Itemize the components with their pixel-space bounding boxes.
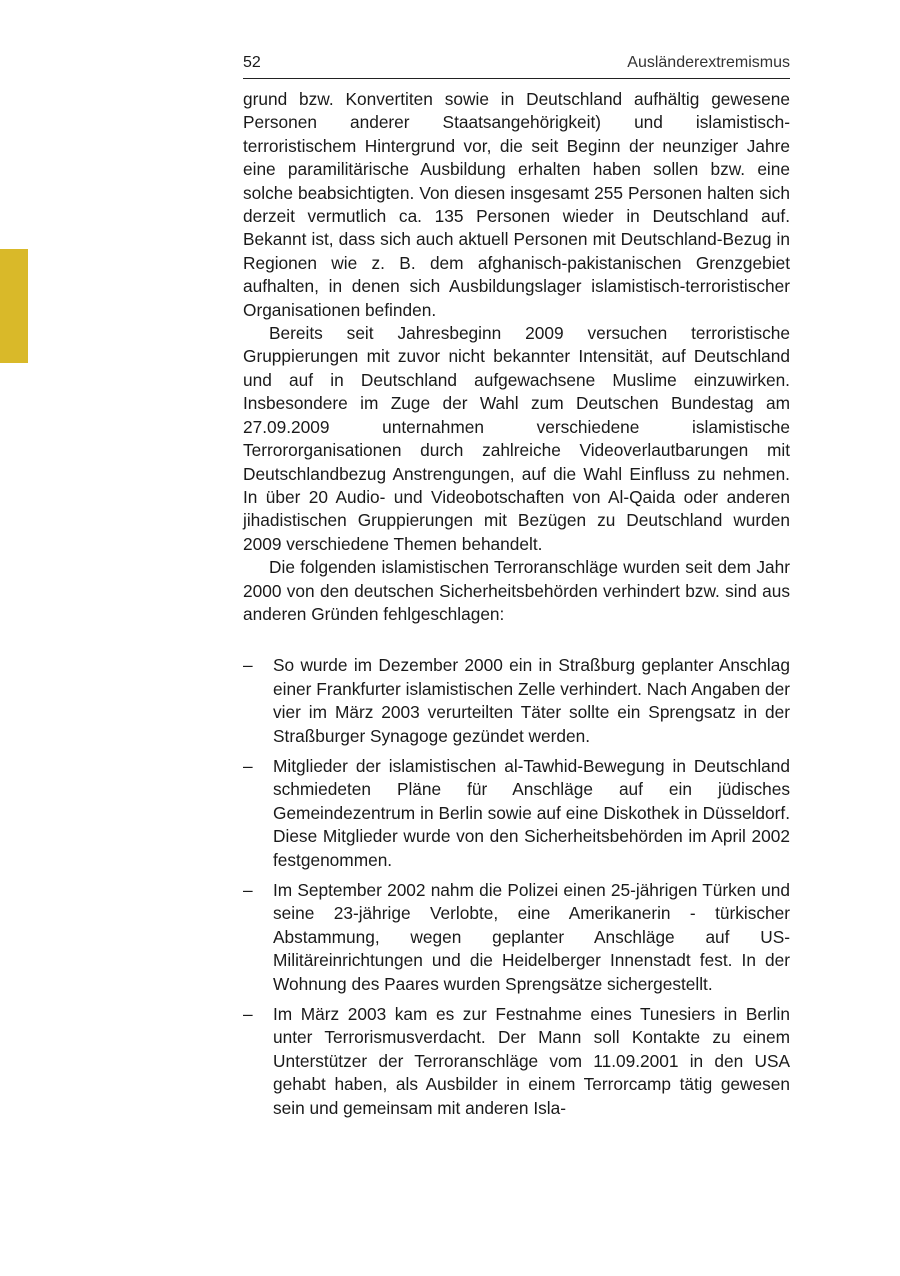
paragraph: Die folgenden islamistischen Terroranschläge wurden seit dem Jahr 2000 von den deutschen Sicherheitsbehörden verhindert bzw. sind aus anderen Gründen fehlgeschlagen:: [243, 557, 790, 624]
dash-bullet: –: [243, 755, 253, 776]
list-item-text: So wurde im Dezember 2000 ein in Straßburg geplanter Anschlag einer Frankfurter islamistischen Zelle verhindert. Nach Angaben der vier im März 2003 verurteilten Täter sollte ein Sprengsatz in der Straßburger Synagoge gezündet werden.: [273, 655, 790, 746]
section-title: Ausländerextremismus: [627, 54, 790, 71]
list-item: [243, 879, 790, 996]
attack-list: [243, 654, 790, 1120]
chapter-color-tab: [0, 249, 28, 363]
page-body: [243, 88, 790, 1127]
list-item: [243, 654, 790, 748]
page-number: 52: [243, 54, 261, 71]
list-item: [243, 755, 790, 872]
list-item-text: Im März 2003 kam es zur Festnahme eines Tunesiers in Berlin unter Terrorismusverdacht. Der Mann soll Kontakte zu einem Unterstützer der Terroranschläge vom 11.09.2001 in den USA gehabt haben, als Ausbilder in einem Terrorcamp tätig gewesen sein und gemeinsam mit anderen Isla-: [273, 1004, 790, 1118]
list-item-text: Mitglieder der islamistischen al-Tawhid-Bewegung in Deutschland schmiedeten Pläne für Anschläge auf ein jüdisches Gemeindezentrum in Berlin sowie auf eine Diskothek in Düsseldorf. Diese Mitglieder wurde von den Sicherheitsbehörden im April 2002 festgenommen.: [273, 755, 790, 870]
dash-bullet: –: [243, 880, 253, 900]
paragraph: Bereits seit Jahresbeginn 2009 versuchen terroristische Gruppierungen mit zuvor nicht bekannter Intensität, auf Deutschland und auf in Deutschland aufgewachsene Muslime einzuwirken. Insbesondere im Zuge der Wahl zum Deutschen Bundestag am 27.09.2009 unternahmen verschiedene islamistische Terrororganisationen durch zahlreiche Videoverlautbarungen mit Deutschlandbezug Anstrengungen, auf die Wahl Einfluss zu nehmen. In über 20 Audio- und Videobotschaften von Al-Qaida oder anderen jihadistischen Gruppierungen mit Bezügen zu Deutschland wurden 2009 verschiedene Themen behandelt.: [243, 323, 790, 554]
list-item-text: Im September 2002 nahm die Polizei einen 25-jährigen Türken und seine 23-jährige Verlobte, eine Amerikanerin - türkischer Abstammung, wegen geplanter Anschläge auf US-Militäreinrichtungen und die Heidelberger Innenstadt fest. In der Wohnung des Paares wurden Sprengsätze sichergestellt.: [273, 880, 790, 994]
page-header: [243, 52, 790, 79]
list-item: [243, 1003, 790, 1120]
dash-bullet: –: [243, 1004, 253, 1025]
dash-bullet: –: [243, 655, 253, 676]
paragraph: grund bzw. Konvertiten sowie in Deutschland aufhältig gewesene Personen anderer Staatsangehörigkeit) und islamistisch-terroristischem Hintergrund vor, die seit Beginn der neunziger Jahre eine paramilitärische Ausbildung erhalten haben sollen bzw. eine solche beabsichtigten. Von diesen insgesamt 255 Personen halten sich derzeit vermutlich ca. 135 Personen wieder in Deutschland auf. Bekannt ist, dass sich auch aktuell Personen mit Deutschland-Bezug in Regionen wie z. B. dem afghanisch-pakistanischen Grenzgebiet aufhalten, in denen sich Ausbildungslager islamistisch-terroristischer Organisationen befinden.: [243, 89, 790, 320]
